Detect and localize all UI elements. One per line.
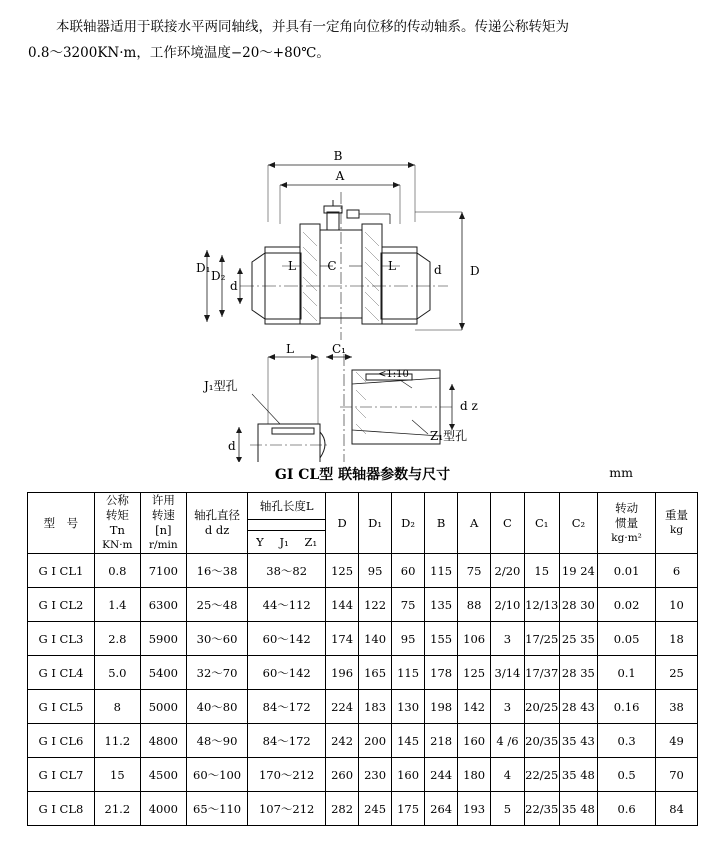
cell-speed: 4000 [140, 792, 186, 826]
table-title-row [0, 464, 725, 490]
label-dz: d z [460, 399, 478, 413]
cell-C1: 12/13 [524, 588, 559, 622]
cell-speed: 5900 [140, 622, 186, 656]
cell-model: G I CL6 [28, 724, 95, 758]
cell-bore-len: 44～112 [248, 588, 326, 622]
cell-torque: 2.8 [94, 622, 140, 656]
cell-D2: 95 [392, 622, 425, 656]
cell-D2: 145 [392, 724, 425, 758]
label-z1-hole: Z₁型孔 [430, 429, 468, 443]
cell-D2: 60 [392, 554, 425, 588]
label-D2: D₂ [211, 269, 226, 283]
header-weight-l1: 重量 [665, 508, 688, 522]
cell-D: 242 [326, 724, 359, 758]
cell-bore-len: 60～142 [248, 622, 326, 656]
cell-A: 75 [458, 554, 491, 588]
cell-weight: 38 [656, 690, 698, 724]
header-model: 型 号 [28, 493, 95, 554]
cell-inertia: 0.02 [598, 588, 656, 622]
intro-line-1: 本联轴器适用于联接水平两同轴线，并具有一定角向位移的传动轴系。传递公称转矩为 [56, 19, 569, 35]
cell-bore-dia: 60～100 [186, 758, 247, 792]
label-A: A [335, 169, 345, 183]
cell-A: 142 [458, 690, 491, 724]
cell-D: 282 [326, 792, 359, 826]
cell-bore-len: 170～212 [248, 758, 326, 792]
cell-speed: 6300 [140, 588, 186, 622]
cell-C: 2/20 [491, 554, 525, 588]
cell-bore-dia: 65～110 [186, 792, 247, 826]
label-C1: C₁ [332, 342, 346, 356]
cell-bore-len: 60～142 [248, 656, 326, 690]
cell-B: 135 [425, 588, 458, 622]
cell-inertia: 0.3 [598, 724, 656, 758]
cell-torque: 11.2 [94, 724, 140, 758]
technical-drawing [0, 72, 725, 462]
cell-bore-len: 107～212 [248, 792, 326, 826]
header-bore-length: 轴孔长度L [248, 493, 326, 520]
table-row [28, 588, 698, 622]
cell-C: 5 [491, 792, 525, 826]
label-L-top: L [286, 342, 294, 356]
header-bore-dia-l2: d dz [204, 523, 230, 537]
header-torque [94, 493, 140, 554]
cell-bore-dia: 30～60 [186, 622, 247, 656]
table-row [28, 758, 698, 792]
header-speed-l3: [n] [155, 523, 172, 537]
header-bore-len-Z1: Z₁ [304, 534, 318, 549]
cell-C2: 28 35 [559, 656, 598, 690]
cell-inertia: 0.1 [598, 656, 656, 690]
cell-D1: 200 [359, 724, 392, 758]
cell-C1: 22/35 [524, 792, 559, 826]
cell-D: 174 [326, 622, 359, 656]
header-B: B [425, 493, 458, 554]
cell-speed: 5000 [140, 690, 186, 724]
cell-C1: 20/25 [524, 690, 559, 724]
cell-C: 3 [491, 690, 525, 724]
cell-D2: 175 [392, 792, 425, 826]
cell-speed: 7100 [140, 554, 186, 588]
cell-B: 198 [425, 690, 458, 724]
header-inertia-l2: 惯量 [615, 515, 639, 530]
cell-C2: 28 30 [559, 588, 598, 622]
label-d-lower: d [228, 439, 236, 453]
header-torque-l1: 公称 [105, 493, 129, 507]
cell-speed: 4500 [140, 758, 186, 792]
cell-D2: 160 [392, 758, 425, 792]
cell-inertia: 0.05 [598, 622, 656, 656]
cell-model: G I CL5 [28, 690, 95, 724]
header-D2: D₂ [392, 493, 425, 554]
label-D1: D₁ [196, 261, 211, 275]
cell-weight: 6 [656, 554, 698, 588]
cell-B: 244 [425, 758, 458, 792]
cell-model: G I CL1 [28, 554, 95, 588]
table-row [28, 656, 698, 690]
cell-torque: 15 [94, 758, 140, 792]
header-speed-l2: 转速 [151, 508, 175, 522]
cell-bore-len: 84～172 [248, 724, 326, 758]
cell-C1: 15 [524, 554, 559, 588]
cell-D: 125 [326, 554, 359, 588]
cell-C1: 22/25 [524, 758, 559, 792]
header-C: C [491, 493, 525, 554]
header-speed-l1: 许用 [151, 493, 175, 507]
table-row [28, 622, 698, 656]
cell-D1: 140 [359, 622, 392, 656]
cell-C2: 28 43 [559, 690, 598, 724]
label-B: B [333, 149, 343, 163]
cell-C1: 20/35 [524, 724, 559, 758]
header-bore-len-J1: J₁ [279, 534, 289, 549]
header-C1: C₁ [524, 493, 559, 554]
cell-B: 178 [425, 656, 458, 690]
table-unit: mm [609, 465, 633, 480]
table-header [28, 493, 698, 554]
cell-torque: 0.8 [94, 554, 140, 588]
header-torque-l2: 转矩 [105, 508, 129, 522]
cell-inertia: 0.16 [598, 690, 656, 724]
cell-torque: 5.0 [94, 656, 140, 690]
header-row-1 [28, 493, 698, 520]
cell-C1: 17/25 [524, 622, 559, 656]
cell-bore-dia: 40～80 [186, 690, 247, 724]
header-torque-l4: KN·m [102, 539, 133, 551]
label-L-left: L [288, 259, 296, 273]
cell-C: 3/14 [491, 656, 525, 690]
cell-bore-len: 38～82 [248, 554, 326, 588]
table-row [28, 724, 698, 758]
header-inertia-l3: kg·m² [611, 531, 642, 544]
cell-D: 224 [326, 690, 359, 724]
label-j1-hole: J₁型孔 [204, 379, 238, 393]
label-C: C [327, 259, 337, 273]
cell-D: 144 [326, 588, 359, 622]
cell-model: G I CL8 [28, 792, 95, 826]
cell-bore-dia: 48～90 [186, 724, 247, 758]
cell-C: 3 [491, 622, 525, 656]
header-bore-len-Y: Y [256, 534, 264, 549]
document-page [0, 14, 725, 864]
cell-B: 264 [425, 792, 458, 826]
table-body [28, 554, 698, 826]
table-row [28, 690, 698, 724]
cell-B: 218 [425, 724, 458, 758]
label-D: D [470, 264, 480, 278]
cell-C2: 19 24 [559, 554, 598, 588]
cell-model: G I CL4 [28, 656, 95, 690]
header-D: D [326, 493, 359, 554]
intro-line-2: 0.8～3200KN·m，工作环境温度−20～+80℃。 [28, 45, 330, 61]
cell-inertia: 0.5 [598, 758, 656, 792]
label-taper: <1:10 [378, 369, 409, 380]
cell-A: 106 [458, 622, 491, 656]
label-d-left: d [230, 279, 238, 293]
header-speed-l4: r/min [149, 539, 178, 551]
cell-D2: 75 [392, 588, 425, 622]
cell-A: 125 [458, 656, 491, 690]
label-L-right: L [388, 259, 396, 273]
cell-D1: 183 [359, 690, 392, 724]
header-C2: C₂ [559, 493, 598, 554]
cell-D2: 115 [392, 656, 425, 690]
cell-D1: 230 [359, 758, 392, 792]
cell-model: G I CL7 [28, 758, 95, 792]
cell-weight: 49 [656, 724, 698, 758]
header-A: A [458, 493, 491, 554]
cell-C: 4 [491, 758, 525, 792]
header-bore-length-spacer [248, 520, 326, 531]
cell-D2: 130 [392, 690, 425, 724]
cell-weight: 84 [656, 792, 698, 826]
cell-D1: 245 [359, 792, 392, 826]
coupling-assembly-drawing [0, 72, 725, 462]
cell-C: 4 /6 [491, 724, 525, 758]
cell-bore-dia: 16～38 [186, 554, 247, 588]
cell-C2: 35 48 [559, 792, 598, 826]
header-inertia-l1: 转动 [615, 500, 639, 515]
header-bore-dia-l1: 轴孔直径 [194, 508, 241, 522]
parameters-table [27, 492, 698, 826]
header-weight [656, 493, 698, 554]
cell-model: G I CL3 [28, 622, 95, 656]
label-d-right: d [434, 263, 442, 277]
cell-weight: 70 [656, 758, 698, 792]
cell-inertia: 0.01 [598, 554, 656, 588]
cell-model: G I CL2 [28, 588, 95, 622]
cell-bore-dia: 25～48 [186, 588, 247, 622]
cell-A: 180 [458, 758, 491, 792]
cell-C2: 35 48 [559, 758, 598, 792]
table-row [28, 792, 698, 826]
table-row [28, 554, 698, 588]
cell-D1: 95 [359, 554, 392, 588]
cell-weight: 10 [656, 588, 698, 622]
cell-C2: 35 43 [559, 724, 598, 758]
intro-paragraph [28, 14, 697, 66]
cell-D1: 122 [359, 588, 392, 622]
cell-D1: 165 [359, 656, 392, 690]
header-bore-length-subs [248, 531, 326, 554]
cell-A: 160 [458, 724, 491, 758]
header-weight-l2: kg [669, 524, 684, 536]
cell-bore-len: 84～172 [248, 690, 326, 724]
cell-torque: 8 [94, 690, 140, 724]
cell-D: 196 [326, 656, 359, 690]
cell-bore-dia: 32～70 [186, 656, 247, 690]
cell-A: 193 [458, 792, 491, 826]
cell-weight: 25 [656, 656, 698, 690]
cell-B: 115 [425, 554, 458, 588]
table-title: GI CL型 联轴器参数与尺寸 [274, 467, 451, 483]
cell-C1: 17/37 [524, 656, 559, 690]
cell-weight: 18 [656, 622, 698, 656]
cell-D: 260 [326, 758, 359, 792]
cell-speed: 4800 [140, 724, 186, 758]
header-speed [140, 493, 186, 554]
header-D1: D₁ [359, 493, 392, 554]
header-torque-l3: Tn [109, 523, 125, 537]
cell-speed: 5400 [140, 656, 186, 690]
cell-C2: 25 35 [559, 622, 598, 656]
cell-torque: 1.4 [94, 588, 140, 622]
header-inertia [598, 493, 656, 554]
header-bore-diameter [186, 493, 247, 554]
cell-B: 155 [425, 622, 458, 656]
cell-C: 2/10 [491, 588, 525, 622]
cell-torque: 21.2 [94, 792, 140, 826]
cell-inertia: 0.6 [598, 792, 656, 826]
cell-A: 88 [458, 588, 491, 622]
